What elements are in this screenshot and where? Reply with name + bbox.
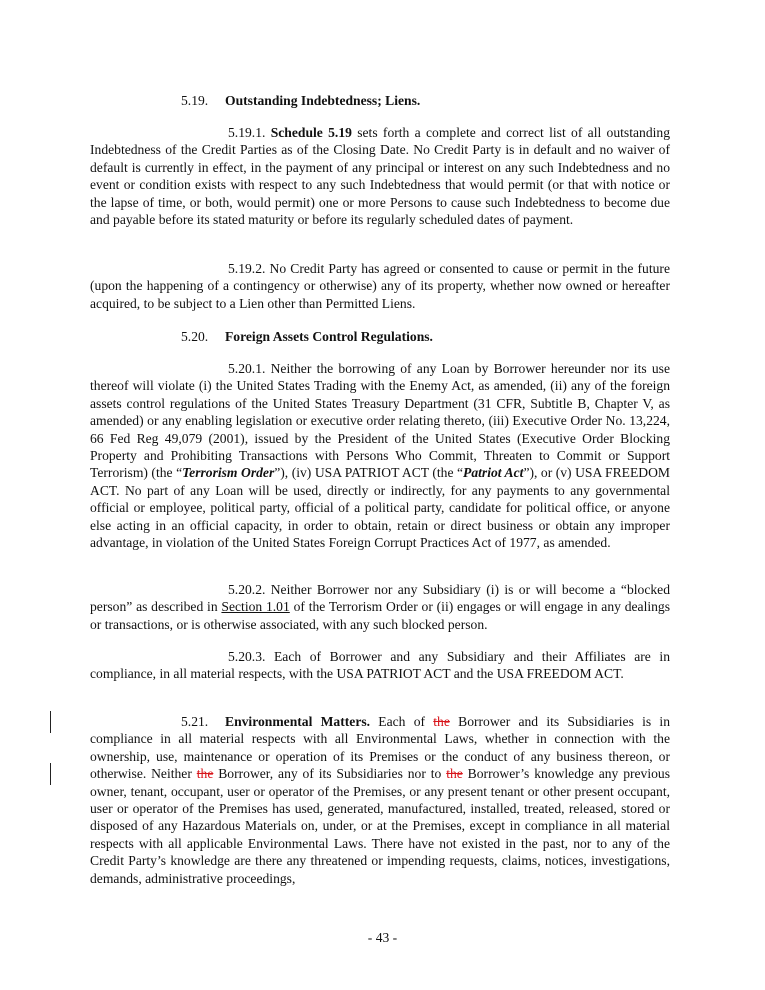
schedule-reference: Schedule 5.19 [270,125,352,140]
paragraph-text: ”), or (v) USA FREEDOM ACT. No part of any Loan will be used, directly or indirectly, for any payments to any governmental official or employee, political party, official of a political party, candidate for political office, or anyone else acting in an official capacity, in order to obtain, retain or direct business or obtain any improper advantage, in violation of the United States Foreign Corrupt Practices Act of 1977, as amended. [90,465,670,551]
section-number: 5.19. [181,93,209,108]
section-5-19-heading [181,92,420,109]
paragraph-5-20-1 [90,360,670,551]
paragraph-number: 5.20.1. [228,361,266,376]
deleted-text: the [446,766,463,782]
paragraph-number: 5.20.3. [228,649,266,664]
defined-term: Terrorism Order [182,465,275,481]
paragraph-number: 5.19.1. [228,125,266,140]
paragraph-text: sets forth a complete and correct list of all outstanding Indebtedness of the Credit Parties as of the Closing Date. No Credit Party is in default and no waiver of default is currently in effect, in the payment of any principal or interest on any such Indebtedness and no event or condition exists with respect to any such Indebtedness that would permit (or that with notice or the lapse of time, or both, would permit) one or more Persons to cause such Indebtedness to become due and payable before its stated maturity or before its regularly scheduled dates of payment. [90,125,670,228]
section-number: 5.21. [181,714,209,729]
paragraph-text: Borrower’s knowledge any previous owner, tenant, occupant, user or operator of the Premises, or any present tenant or other present occupant, user or operator of the Premises has used, generated, manufactured, installed, treated, released, stored or disposed of any Hazardous Materials on, under, or at the Premises, except in compliance in all material respects with all applicable Environmental Laws. There have not existed in the past, nor to any of the Credit Party’s knowledge are there any threatened or impending requests, claims, notices, investigations, demands, administrative proceedings, [90,766,671,886]
section-title: Environmental Matters. [225,714,371,729]
paragraph-text: Borrower, any of its Subsidiaries nor to [218,766,442,782]
paragraph-text: No Credit Party has agreed or consented to cause or permit in the future (upon the happening of a contingency or otherwise) any of its property, whether now owned or hereafter acquired, to be subject to a Lien other than Permitted Liens. [90,261,670,311]
paragraph-text: Neither the borrowing of any Loan by Borrower hereunder nor its use thereof will violate (i) the United States Trading with the Enemy Act, as amended, (ii) any of the foreign assets control regulations of the United States Treasury Department (31 CFR, Subtitle B, Chapter V, as amended) or any enabling legislation or executive order relating thereto, (iii) Executive Order No. 13,224, 66 Fed Reg 49,079 (2001), issued by the President of the United States (Executive Order Blocking Property and Prohibiting Transactions with Persons Who Commit, Threaten to Commit or Support Terrorism) (the “ [90,361,670,481]
paragraph-text: Borrower and its Subsidiaries is in compliance in all material respects with all Environmental Laws, whether in connection with the ownership, use, maintenance or operation of its Premises or the conduct of any business thereon, or otherwise. Neither [90,714,671,782]
paragraph-5-19-2 [90,260,670,312]
page-number: - 43 - [367,930,398,945]
revision-change-bar [50,711,51,733]
paragraph-text: of the Terrorism Order or (ii) engages or will engage in any dealings or transactions, or is otherwise associated, with any such blocked person. [90,599,671,632]
paragraph-5-20-2 [90,581,670,633]
paragraph-5-19-1 [90,124,670,228]
deleted-text: the [433,714,450,729]
section-title: Foreign Assets Control Regulations. [225,329,433,344]
paragraph-text: Each of Borrower and any Subsidiary and their Affiliates are in compliance, in all material respects, with the USA PATRIOT ACT and the USA FREEDOM ACT. [90,649,670,682]
section-5-20-heading [181,328,433,345]
paragraph-text: Neither Borrower nor any Subsidiary (i) is or will become a “blocked person” as described in [90,582,670,615]
paragraph-text: ”), (iv) USA PATRIOT ACT (the “ [274,465,464,481]
deleted-text: the [196,766,214,782]
paragraph-5-20-3 [90,648,670,683]
revision-change-bar [50,763,51,785]
paragraph-number: 5.20.2. [228,582,266,597]
defined-term: Patriot Act [463,465,524,481]
paragraph-5-21 [90,713,670,887]
section-title: Outstanding Indebtedness; Liens. [225,93,421,108]
section-reference-link[interactable]: Section 1.01 [221,599,290,615]
paragraph-text: Each of [378,714,426,729]
section-number: 5.20. [181,329,209,344]
paragraph-number: 5.19.2. [228,261,266,276]
